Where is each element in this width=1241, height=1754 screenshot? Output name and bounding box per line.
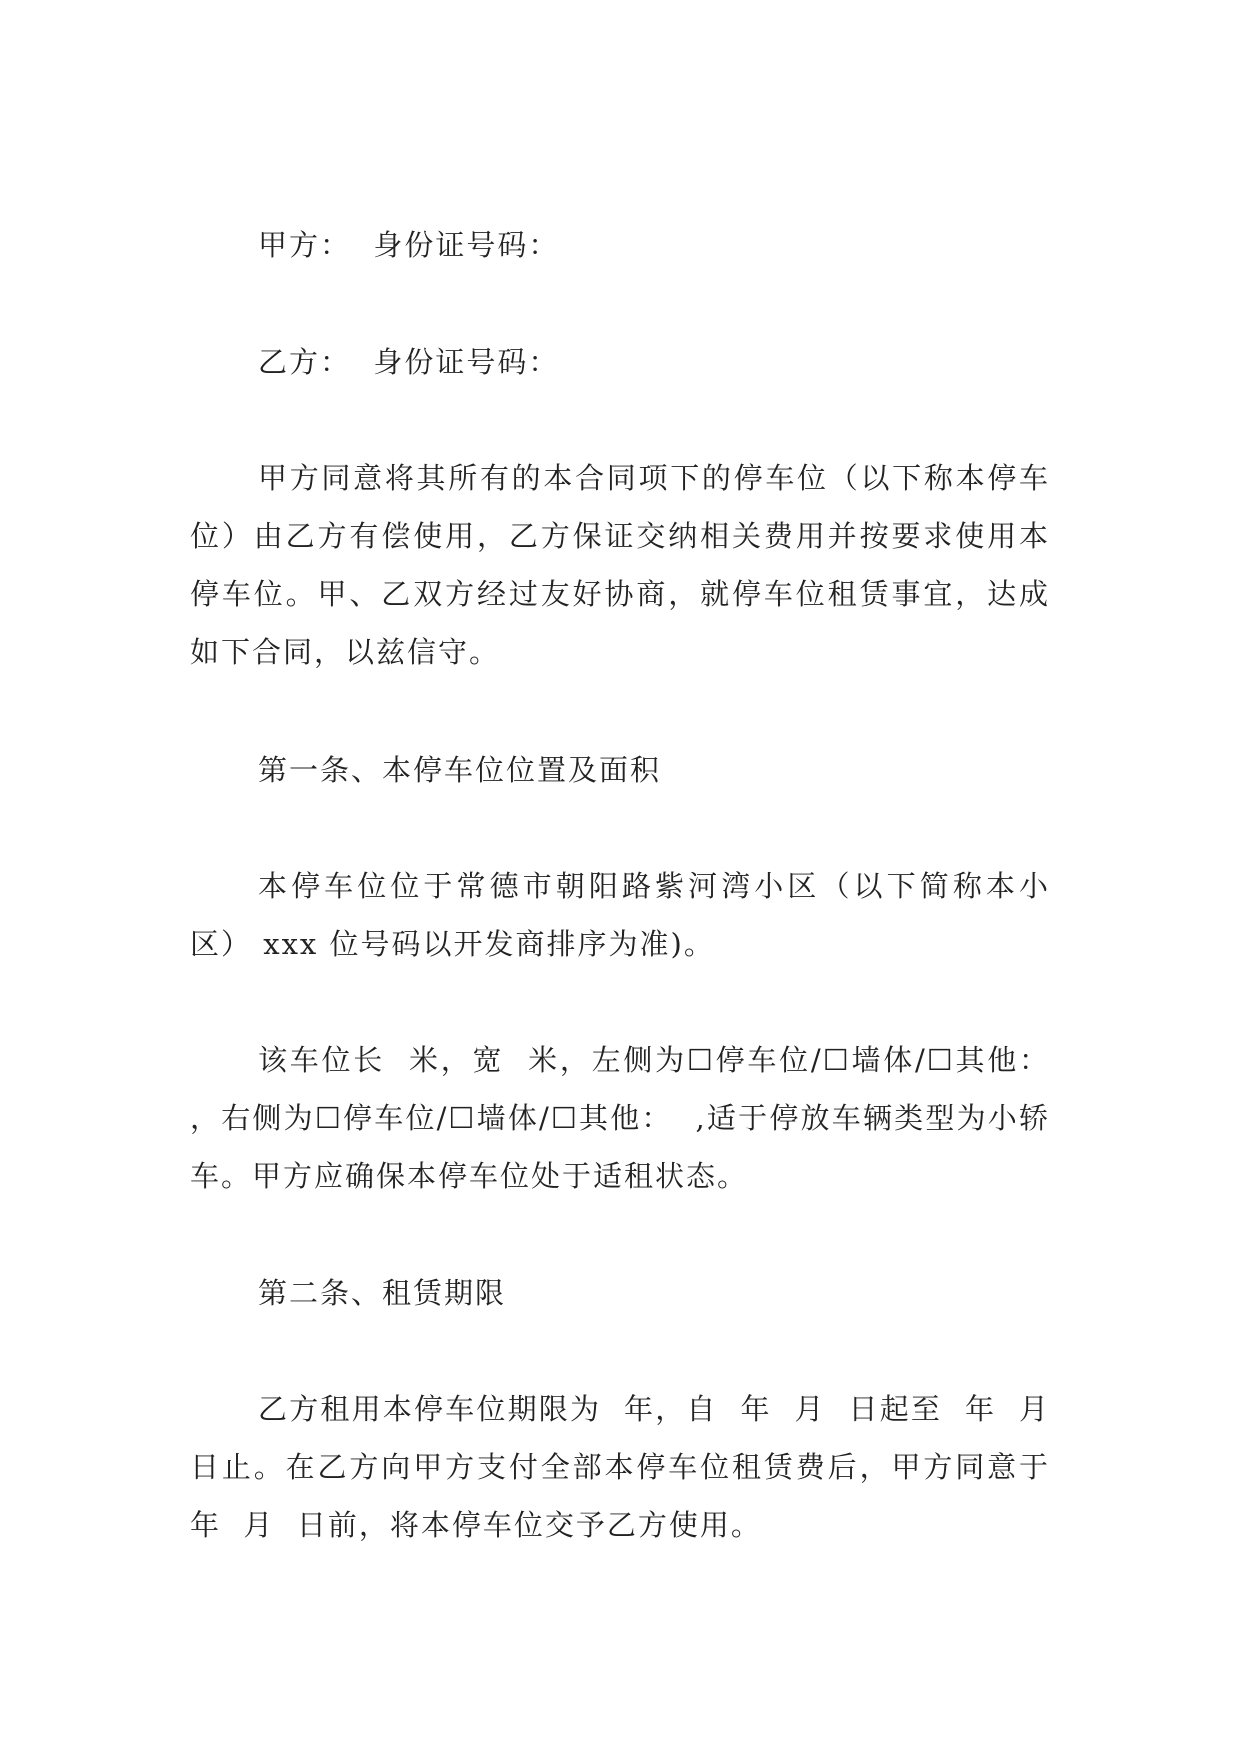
article-1-heading: 第一条、本停车位位置及面积 [258, 753, 662, 787]
contract-preamble: 甲方同意将其所有的本合同项下的停车位（以下称本停车位）由乙方有偿使用，乙方保证交纳相关费用并按要求使用本停车位。甲、乙双方经过友好协商，就停车位租赁事宜，达成如下合同，以兹信守。 [190, 461, 1050, 669]
article-2-term: 乙方租用本停车位期限为 年，自 年 月 日起至 年 月 日止。在乙方向甲方支付全部本停车位租赁费后，甲方同意于 年 月 日前，将本停车位交予乙方使用。 [190, 1392, 1073, 1542]
party-b-line: 乙方： 身份证号码： [258, 345, 560, 379]
article-1-location: 本停车位位于常德市朝阳路紫河湾小区（以下简称本小区） xxx 位号码以开发商排序为准)。 [190, 869, 1050, 961]
article-2-heading: 第二条、租赁期限 [258, 1276, 507, 1310]
article-1-dimensions: 该车位长 米，宽 米，左侧为☐停车位/☐墙体/☐其他： ，右侧为☐停车位/☐墙体/☐其他： ,适于停放车辆类型为小轿车。甲方应确保本停车位处于适租状态。 [190, 1043, 1073, 1193]
party-a-line: 甲方： 身份证号码： [258, 228, 560, 262]
